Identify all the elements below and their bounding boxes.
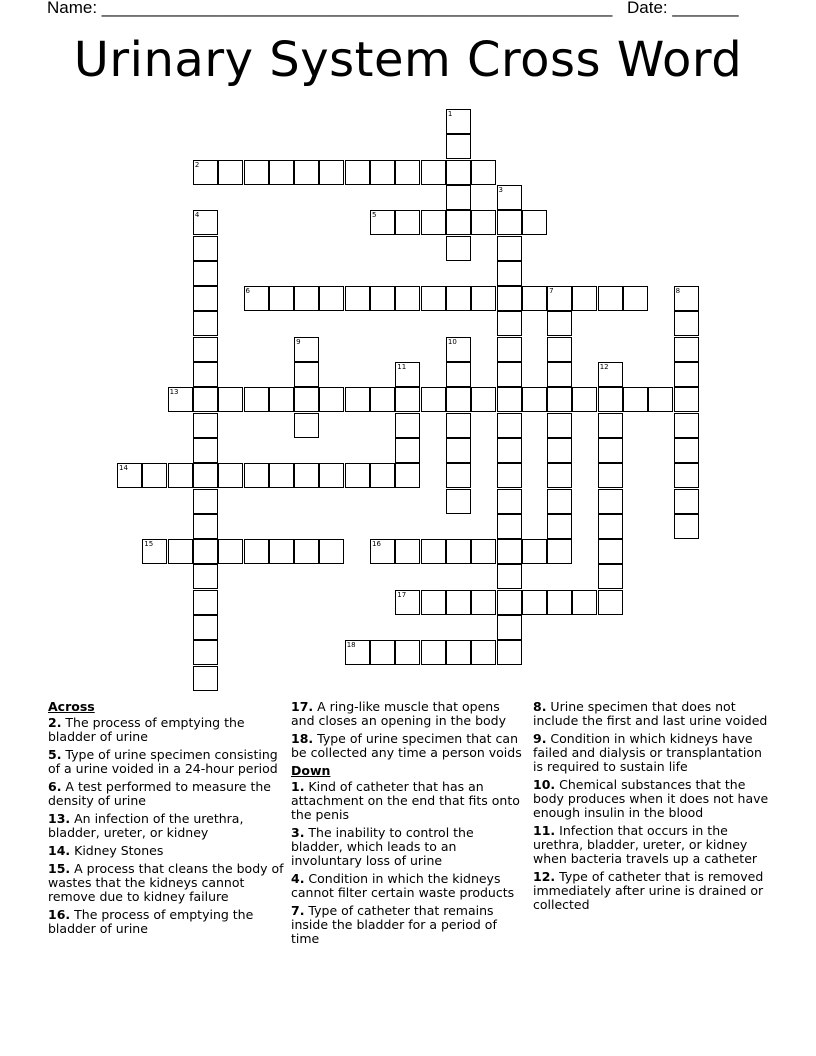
grid-cell[interactable]	[497, 640, 522, 665]
grid-cell[interactable]	[497, 236, 522, 261]
clue-number: 14.	[48, 843, 71, 858]
grid-cell[interactable]	[244, 387, 269, 412]
clue-number-label: 2	[194, 160, 200, 169]
clue-number-label: 6	[245, 287, 250, 296]
grid-cell[interactable]	[193, 539, 218, 564]
clue-item	[291, 904, 527, 946]
grid-cell[interactable]	[193, 387, 218, 412]
grid-cell[interactable]	[269, 463, 294, 488]
clue-number: 5.	[48, 747, 62, 762]
clue-item	[533, 732, 769, 774]
grid-cell[interactable]	[193, 438, 218, 463]
grid-cell[interactable]	[294, 387, 319, 412]
grid-cell[interactable]	[193, 615, 218, 640]
grid-cell[interactable]	[446, 387, 471, 412]
clue-number-label: 5	[372, 211, 377, 220]
grid-cell[interactable]	[421, 286, 446, 311]
grid-cell[interactable]	[319, 160, 344, 185]
clue-number-label: 10	[447, 337, 457, 346]
page-title: Urinary System Cross Word	[73, 32, 743, 88]
grid-cell[interactable]	[547, 514, 572, 539]
grid-cell[interactable]	[345, 286, 370, 311]
grid-cell[interactable]	[370, 286, 395, 311]
grid-cell[interactable]	[648, 387, 673, 412]
grid-cell[interactable]	[142, 463, 167, 488]
clue-number: 11.	[533, 823, 556, 838]
grid-cell[interactable]	[193, 463, 218, 488]
grid-cell[interactable]	[395, 286, 420, 311]
grid-cell[interactable]	[294, 286, 319, 311]
grid-cell[interactable]	[193, 413, 218, 438]
grid-cell[interactable]	[547, 438, 572, 463]
grid-cell[interactable]	[547, 463, 572, 488]
grid-cell[interactable]	[547, 539, 572, 564]
grid-cell[interactable]	[598, 438, 623, 463]
grid-cell[interactable]	[598, 539, 623, 564]
clue-item	[48, 812, 284, 840]
clues-column-1	[48, 700, 284, 940]
clue-number: 8.	[533, 699, 547, 714]
grid-cell[interactable]	[218, 160, 243, 185]
clue-text: Infection that occurs in the urethra, bladder, ureter, or kidney when bacteria travels up a catheter	[533, 823, 758, 866]
grid-cell[interactable]	[446, 640, 471, 665]
grid-cell[interactable]	[370, 160, 395, 185]
grid-cell[interactable]	[319, 286, 344, 311]
grid-cell[interactable]	[522, 210, 547, 235]
clue-number-label: 14	[119, 464, 128, 473]
grid-cell[interactable]	[522, 590, 547, 615]
grid-cell[interactable]	[370, 463, 395, 488]
clue-item	[48, 716, 284, 744]
clue-number-label: 7	[549, 287, 554, 296]
clue-text: A ring-like muscle that opens and closes an opening in the body	[291, 699, 506, 728]
grid-cell[interactable]	[269, 160, 294, 185]
grid-cell[interactable]	[598, 590, 623, 615]
grid-cell[interactable]	[269, 387, 294, 412]
grid-cell[interactable]	[598, 514, 623, 539]
grid-cell[interactable]	[395, 640, 420, 665]
grid-cell[interactable]	[497, 337, 522, 362]
grid-cell[interactable]	[395, 438, 420, 463]
grid-cell[interactable]	[193, 666, 218, 691]
clue-number-label: 15	[144, 540, 154, 549]
grid-cell[interactable]	[395, 160, 420, 185]
grid-cell[interactable]	[547, 413, 572, 438]
clue-text: Kidney Stones	[70, 843, 164, 858]
grid-cell[interactable]	[497, 590, 522, 615]
clue-item	[291, 780, 527, 822]
grid-cell[interactable]	[421, 539, 446, 564]
grid-cell[interactable]	[471, 160, 496, 185]
grid-cell[interactable]	[395, 539, 420, 564]
clue-number-label: 17	[397, 590, 407, 599]
clue-item	[48, 780, 284, 808]
grid-cell[interactable]	[471, 286, 496, 311]
grid-cell[interactable]	[395, 387, 420, 412]
grid-cell[interactable]	[497, 210, 522, 235]
grid-cell[interactable]	[370, 640, 395, 665]
grid-cell[interactable]	[218, 387, 243, 412]
grid-cell[interactable]	[446, 539, 471, 564]
grid-cell[interactable]	[497, 311, 522, 336]
grid-cell[interactable]	[446, 489, 471, 514]
grid-cell[interactable]	[446, 413, 471, 438]
grid-cell[interactable]	[572, 387, 597, 412]
clue-text: A test performed to measure the density of urine	[48, 779, 271, 808]
grid-cell[interactable]	[674, 489, 699, 514]
grid-cell[interactable]	[497, 539, 522, 564]
clue-item	[291, 872, 527, 900]
grid-cell[interactable]	[497, 564, 522, 589]
clue-text: Condition in which kidneys have failed and dialysis or transplantation is required to sustain life	[533, 731, 762, 774]
grid-cell[interactable]	[674, 337, 699, 362]
clue-text: Type of catheter that is removed immediately after urine is drained or collected	[533, 869, 764, 912]
grid-cell[interactable]	[446, 236, 471, 261]
clue-item	[533, 824, 769, 866]
grid-cell[interactable]	[421, 387, 446, 412]
clue-number: 10.	[533, 777, 556, 792]
grid-cell[interactable]	[497, 438, 522, 463]
grid-cell[interactable]	[446, 160, 471, 185]
grid-cell[interactable]	[446, 286, 471, 311]
grid-cell[interactable]	[168, 463, 193, 488]
clue-number-label: 13	[169, 388, 179, 397]
grid-cell[interactable]	[598, 463, 623, 488]
clue-number: 16.	[48, 907, 71, 922]
grid-cell[interactable]	[674, 438, 699, 463]
clue-item	[48, 908, 284, 936]
grid-cell[interactable]	[497, 514, 522, 539]
clue-number: 9.	[533, 731, 547, 746]
clue-number-label: 9	[296, 337, 301, 346]
grid-cell[interactable]	[193, 640, 218, 665]
clue-item	[533, 870, 769, 912]
clue-text: Type of urine specimen that can be collected any time a person voids	[291, 731, 522, 760]
grid-cell[interactable]	[446, 134, 471, 159]
grid-cell[interactable]	[623, 286, 648, 311]
grid-cell[interactable]	[294, 160, 319, 185]
grid-cell[interactable]	[497, 413, 522, 438]
clue-text: The inability to control the bladder, which leads to an involuntary loss of urine	[291, 825, 474, 868]
clue-item	[533, 700, 769, 728]
grid-cell[interactable]	[497, 615, 522, 640]
clue-number: 3.	[291, 825, 305, 840]
grid-cell[interactable]	[421, 590, 446, 615]
clue-number-label: 11	[397, 363, 407, 371]
grid-cell[interactable]	[446, 438, 471, 463]
clue-number: 15.	[48, 861, 71, 876]
clue-number: 7.	[291, 903, 305, 918]
grid-cell[interactable]	[193, 286, 218, 311]
grid-cell[interactable]	[547, 590, 572, 615]
grid-cell[interactable]	[193, 362, 218, 387]
grid-cell[interactable]	[395, 413, 420, 438]
grid-cell[interactable]	[674, 311, 699, 336]
grid-cell[interactable]	[193, 261, 218, 286]
grid-cell[interactable]	[319, 463, 344, 488]
clue-text: A process that cleans the body of wastes that the kidneys cannot remove due to kidney failure	[48, 861, 284, 904]
clue-text: Type of catheter that remains inside the bladder for a period of time	[291, 903, 497, 946]
grid-cell[interactable]	[471, 387, 496, 412]
date-field-label: Date: _______	[627, 0, 739, 17]
grid-cell[interactable]	[345, 160, 370, 185]
grid-cell[interactable]	[193, 236, 218, 261]
grid-cell[interactable]	[547, 362, 572, 387]
down-clue-list-continued	[533, 700, 769, 912]
clues-column-3	[533, 700, 769, 916]
grid-cell[interactable]	[193, 514, 218, 539]
grid-cell[interactable]	[497, 261, 522, 286]
clue-text: Chemical substances that the body produces when it does not have enough insulin in the blood	[533, 777, 769, 820]
across-clue-list	[48, 716, 284, 936]
clue-number: 1.	[291, 779, 305, 794]
clue-text: The process of emptying the bladder of urine	[48, 715, 245, 744]
clue-item	[291, 732, 527, 760]
grid-cell[interactable]	[497, 362, 522, 387]
grid-cell[interactable]	[674, 413, 699, 438]
clue-number-label: 3	[498, 185, 503, 194]
name-field-label: Name: ______________________________________________________	[47, 0, 613, 17]
clue-number-label: 16	[372, 540, 381, 549]
grid-cell[interactable]	[319, 387, 344, 412]
grid-cell[interactable]	[547, 311, 572, 336]
grid-cell[interactable]	[345, 463, 370, 488]
grid-cell[interactable]	[446, 185, 471, 210]
grid-cell[interactable]	[471, 640, 496, 665]
clue-number: 17.	[291, 699, 314, 714]
grid-cell[interactable]	[294, 539, 319, 564]
grid-cell[interactable]	[522, 286, 547, 311]
grid-cell[interactable]	[623, 387, 648, 412]
clue-item	[48, 748, 284, 776]
grid-cell[interactable]	[674, 463, 699, 488]
across-clue-list-continued	[291, 700, 527, 760]
clue-text: Type of urine specimen consisting of a urine voided in a 24-hour period	[48, 747, 278, 776]
clue-item	[48, 844, 284, 858]
grid-cell[interactable]	[471, 539, 496, 564]
clue-number-label: 4	[194, 211, 200, 220]
grid-cell[interactable]	[446, 210, 471, 235]
clue-text: An infection of the urethra, bladder, ureter, or kidney	[48, 811, 244, 840]
grid-cell[interactable]	[446, 463, 471, 488]
down-clue-list	[291, 780, 527, 946]
grid-cell[interactable]	[421, 640, 446, 665]
grid-cell[interactable]	[294, 362, 319, 387]
grid-cell[interactable]	[294, 463, 319, 488]
clue-text: The process of emptying the bladder of urine	[48, 907, 254, 936]
grid-cell[interactable]	[598, 564, 623, 589]
grid-cell[interactable]	[193, 564, 218, 589]
grid-cell[interactable]	[674, 387, 699, 412]
grid-cell[interactable]	[244, 160, 269, 185]
grid-cell[interactable]	[370, 387, 395, 412]
grid-cell[interactable]	[572, 286, 597, 311]
grid-cell[interactable]	[421, 210, 446, 235]
grid-cell[interactable]	[319, 539, 344, 564]
clues-column-2	[291, 700, 527, 950]
grid-cell[interactable]	[497, 489, 522, 514]
grid-cell[interactable]	[193, 489, 218, 514]
clue-item	[291, 826, 527, 868]
grid-cell[interactable]	[674, 362, 699, 387]
grid-cell[interactable]	[395, 210, 420, 235]
clue-number-label: 8	[675, 287, 681, 296]
clue-text: Condition in which the kidneys cannot filter certain waste products	[291, 871, 515, 900]
grid-cell[interactable]	[269, 286, 294, 311]
grid-cell[interactable]	[218, 539, 243, 564]
grid-cell[interactable]	[471, 590, 496, 615]
clue-text: Urine specimen that does not include the first and last urine voided	[533, 699, 768, 728]
clue-number-label: 12	[599, 363, 609, 371]
grid-cell[interactable]	[168, 539, 193, 564]
down-heading: Down	[291, 763, 331, 778]
grid-cell[interactable]	[674, 514, 699, 539]
grid-cell[interactable]	[294, 413, 319, 438]
grid-cell[interactable]	[269, 539, 294, 564]
grid-cell[interactable]	[572, 590, 597, 615]
clue-number: 18.	[291, 731, 314, 746]
clue-item	[48, 862, 284, 904]
grid-cell[interactable]	[598, 413, 623, 438]
grid-cell[interactable]	[497, 286, 522, 311]
grid-cell[interactable]	[421, 160, 446, 185]
grid-cell[interactable]	[598, 489, 623, 514]
clue-number: 2.	[48, 715, 62, 730]
grid-cell[interactable]	[547, 387, 572, 412]
clue-item	[291, 700, 527, 728]
grid-cell[interactable]	[471, 210, 496, 235]
clue-number: 12.	[533, 869, 556, 884]
grid-cell[interactable]	[218, 463, 243, 488]
grid-cell[interactable]	[598, 286, 623, 311]
grid-cell[interactable]	[446, 590, 471, 615]
clue-number-label: 18	[346, 641, 356, 650]
grid-cell[interactable]	[497, 463, 522, 488]
grid-cell[interactable]	[522, 539, 547, 564]
grid-cell[interactable]	[244, 463, 269, 488]
grid-cell[interactable]	[522, 387, 547, 412]
grid-cell[interactable]	[598, 387, 623, 412]
grid-cell[interactable]	[497, 387, 522, 412]
clue-number: 4.	[291, 871, 305, 886]
clue-text: Kind of catheter that has an attachment on the end that fits onto the penis	[291, 779, 520, 822]
grid-cell[interactable]	[193, 337, 218, 362]
clue-number: 13.	[48, 811, 71, 826]
across-heading: Across	[48, 699, 95, 714]
clue-number-label: 1	[447, 110, 453, 118]
clue-number: 6.	[48, 779, 62, 794]
grid-cell[interactable]	[244, 539, 269, 564]
grid-cell[interactable]	[547, 489, 572, 514]
grid-cell[interactable]	[395, 463, 420, 488]
grid-cell[interactable]	[345, 387, 370, 412]
clue-item	[533, 778, 769, 820]
grid-cell[interactable]	[547, 337, 572, 362]
grid-cell[interactable]	[446, 362, 471, 387]
grid-cell[interactable]	[193, 311, 218, 336]
grid-cell[interactable]	[193, 590, 218, 615]
